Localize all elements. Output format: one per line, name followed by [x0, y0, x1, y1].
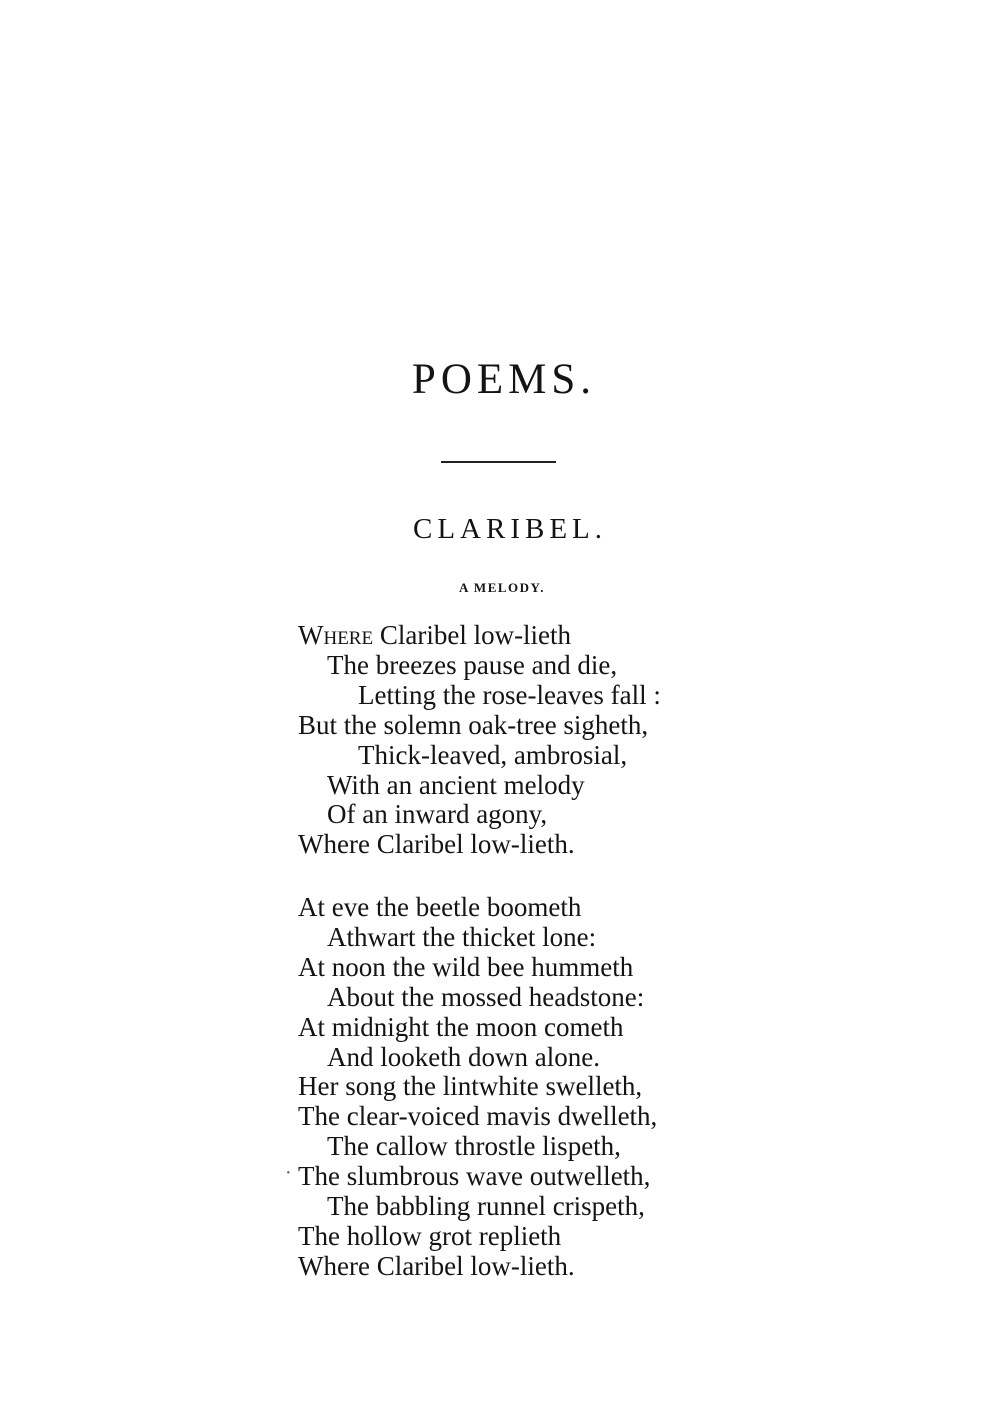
title-rule [441, 461, 556, 463]
poem-line: The breezes pause and die, [327, 649, 618, 680]
stray-print-mark: · [285, 1162, 292, 1184]
poem-line: Thick-leaved, ambrosial, [358, 739, 628, 770]
stanza-2 [298, 893, 657, 1282]
poem-line: The slumbrous wave outwelleth, [298, 1161, 651, 1192]
poem-line: Where Claribel low-lieth. [298, 1250, 575, 1281]
poem-line: Where Claribel low-lieth. [298, 829, 575, 860]
poem-title: CLARIBEL. [412, 513, 608, 545]
poem-line: But the solemn oak-tree sigheth, [298, 709, 649, 740]
poem-line: The babbling runnel crispeth, [327, 1191, 645, 1222]
poem-line: At eve the beetle boometh [298, 892, 582, 922]
poem-line: Of an inward agony, [327, 799, 548, 830]
poem-line: With an ancient melody [327, 769, 585, 800]
book-title: POEMS. [411, 356, 597, 403]
poem-line: The callow throstle lispeth, [327, 1131, 621, 1162]
poem-line [298, 621, 661, 651]
drop-word: Where [298, 620, 374, 650]
poem-line: The hollow grot replieth [298, 1220, 562, 1251]
poem-line: The clear-voiced mavis dwelleth, [298, 1101, 658, 1132]
poem-line: Athwart the thicket lone: [327, 921, 597, 952]
poem-subtitle: A MELODY. [459, 580, 545, 595]
poem-line: Her song the lintwhite swelleth, [298, 1071, 643, 1102]
poem-line: About the mossed headstone: [327, 981, 645, 1012]
poem-line: Letting the rose-leaves fall : [358, 679, 661, 710]
first-line-rest: Claribel low-lieth [373, 620, 572, 650]
stanza-1 [298, 621, 661, 860]
poem-line: At midnight the moon cometh [298, 1011, 624, 1042]
poem-line: At noon the wild bee hummeth [298, 951, 634, 982]
poem-line: And looketh down alone. [327, 1041, 600, 1072]
